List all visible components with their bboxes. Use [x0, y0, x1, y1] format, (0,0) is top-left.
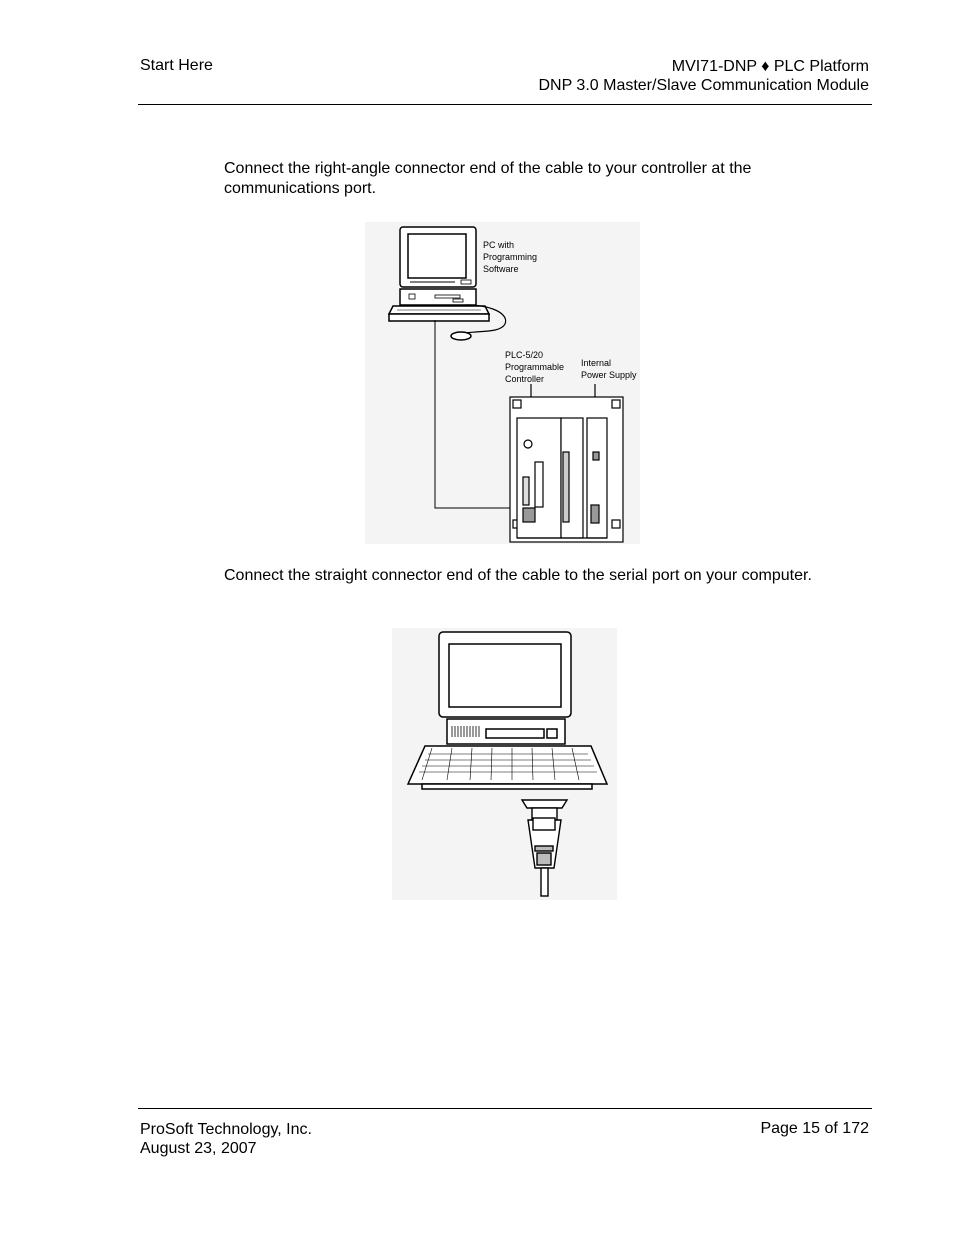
computer-serial-figure [392, 628, 617, 900]
footer-left [140, 1120, 312, 1158]
header-section: Start Here [140, 57, 213, 74]
pc-to-plc-figure [365, 222, 640, 544]
pc-label-line2: Programming [483, 252, 538, 262]
step2-paragraph: Connect the straight connector end of the cable to the serial port on your computer. [224, 567, 812, 584]
plc-label-line3: Controller [505, 374, 545, 384]
footer-rule [138, 1108, 872, 1109]
plc-chassis-illustration [510, 397, 623, 542]
footer-page-number: Page 15 of 172 [760, 1120, 869, 1137]
header-rule [138, 104, 872, 105]
footer-company: ProSoft Technology, Inc. [140, 1121, 312, 1138]
header-product-line: MVI71-DNP ♦ PLC Platform [671, 58, 869, 75]
psu-label-line1: Internal [581, 358, 612, 368]
plc-label-line1: PLC-5/20 [505, 350, 544, 360]
pc-label-line3: Software [483, 264, 519, 274]
plc-label-line2: Programmable [505, 362, 565, 372]
header-module-title: DNP 3.0 Master/Slave Communication Module [538, 77, 869, 94]
step1-paragraph: Connect the right-angle connector end of the cable to your controller at the communications port. [224, 160, 752, 197]
psu-label-line2: Power Supply [581, 370, 637, 380]
pc-label-line1: PC with [483, 240, 515, 250]
footer-date: August 23, 2007 [140, 1140, 257, 1157]
header-titles [538, 57, 869, 95]
